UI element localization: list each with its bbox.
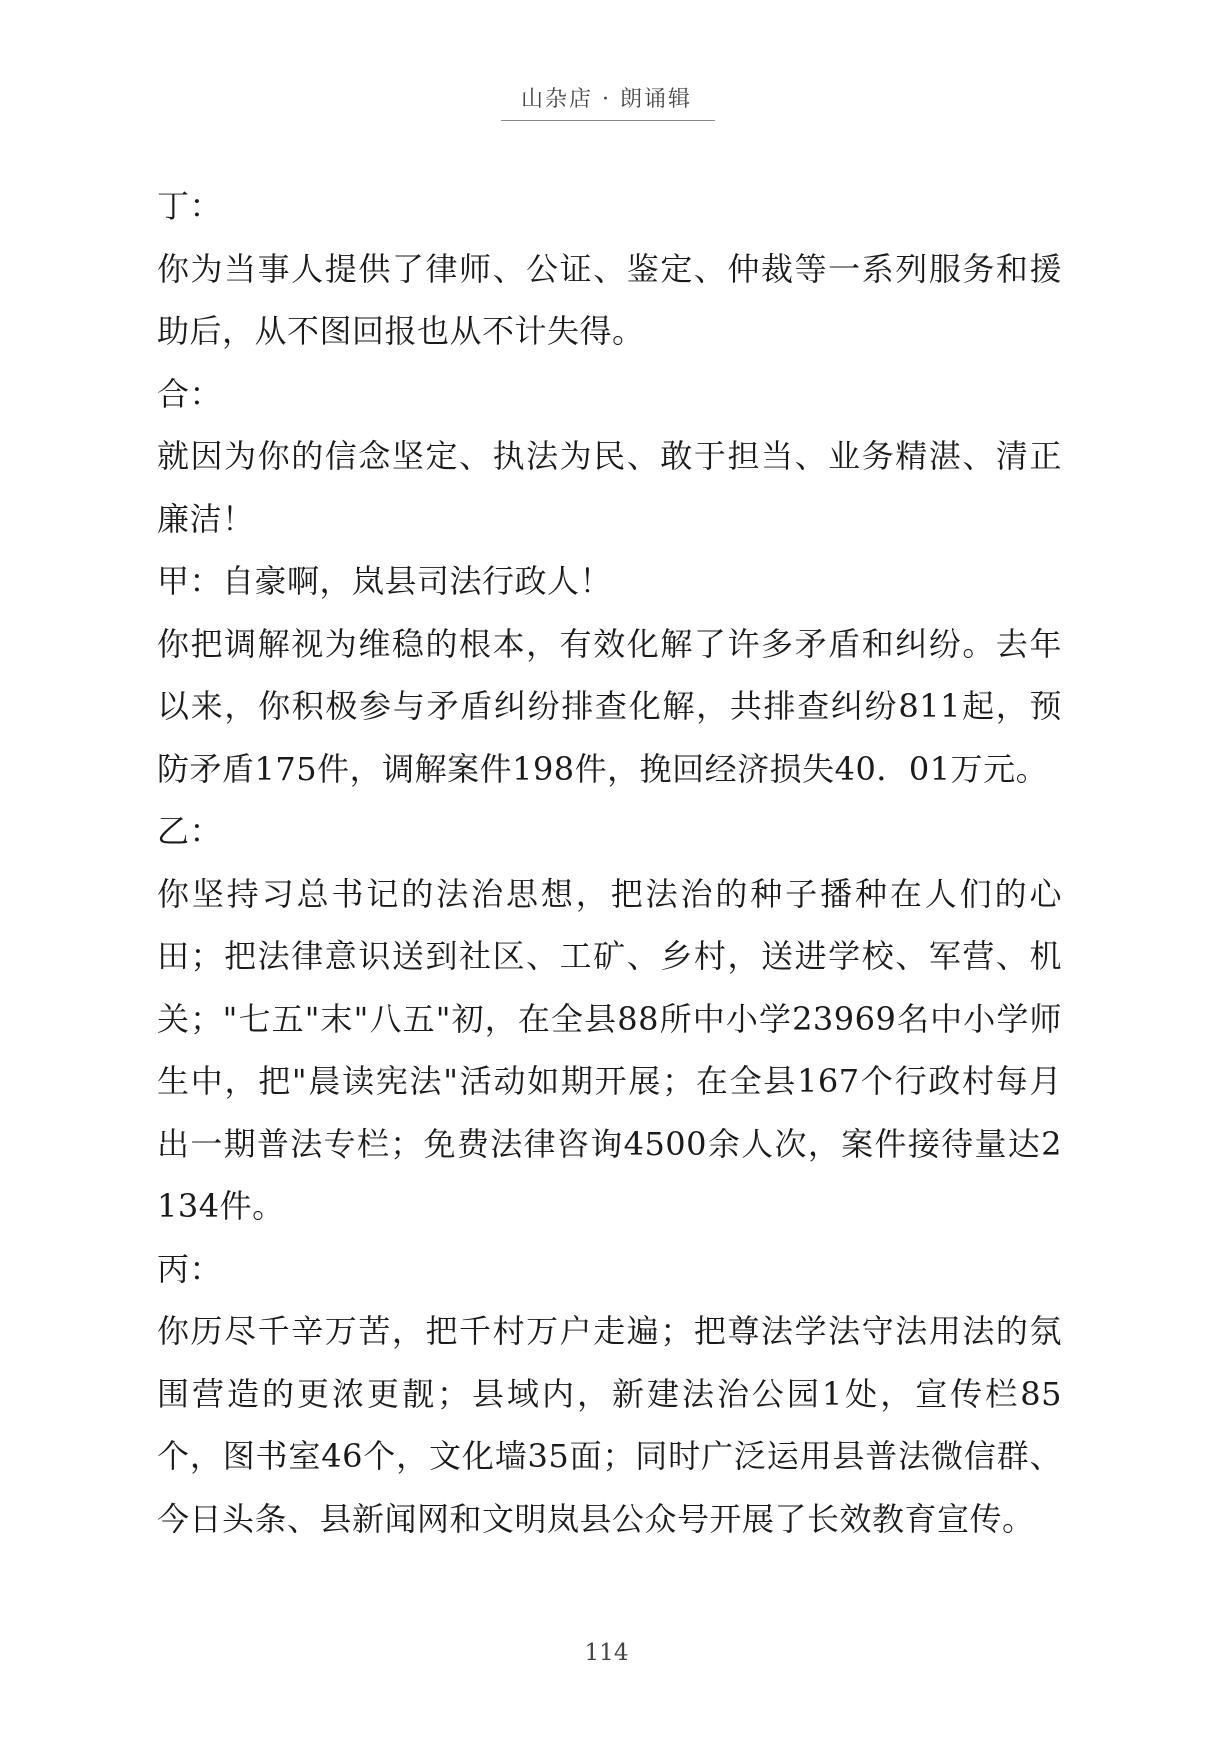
speaker-label-he: 合： bbox=[157, 374, 223, 413]
paragraph-bing: 你历尽千辛万苦，把千村万户走遍；把尊法学法守法用法的氛围营造的更浓更靓；县域内，新建法治公园1处，宣传栏85个，图书室46个，文化墙35面；同时广泛运用县普法微信群、今日头条、县新闻网和文明岚县公众号开展了长效教育宣传。 bbox=[157, 1312, 1062, 1538]
paragraph-jia: 你把调解视为维稳的根本，有效化解了许多矛盾和纠纷。去年以来，你积极参与矛盾纠纷排查化解，共排查纠纷811起，预防矛盾175件，调解案件198件，挽回经济损失40．01万元。 bbox=[157, 624, 1062, 788]
paragraph-he: 就因为你的信念坚定、执法为民、敢于担当、业务精湛、清正廉洁！ bbox=[157, 437, 1062, 538]
paragraph-ding: 你为当事人提供了律师、公证、鉴定、仲裁等一系列服务和援助后，从不图回报也从不计失得。 bbox=[157, 249, 1062, 350]
header-title: 山杂店 · 朗诵辑 bbox=[521, 87, 692, 112]
header-divider bbox=[501, 120, 715, 121]
speaker-line-jia: 甲：自豪啊，岚县司法行政人！ bbox=[157, 562, 613, 600]
page-body bbox=[157, 175, 1062, 1550]
speaker-label-bing: 丙： bbox=[157, 1249, 223, 1288]
speaker-label-yi: 乙： bbox=[157, 812, 223, 850]
paragraph-yi: 你坚持习总书记的法治思想，把法治的种子播种在人们的心田；把法律意识送到社区、工矿、乡村，送进学校、军营、机关；"七五"末"八五"初，在全县88所中小学23969名中小学师生中，把"晨读宪法"活动如期开展；在全县167个行政村每月出一期普法专栏；免费法律咨询4500余人次，案件接待量达2134件。 bbox=[157, 874, 1062, 1225]
speaker-label-ding: 丁： bbox=[157, 187, 223, 225]
page-number: 114 bbox=[584, 1640, 629, 1666]
running-header bbox=[0, 82, 1213, 113]
